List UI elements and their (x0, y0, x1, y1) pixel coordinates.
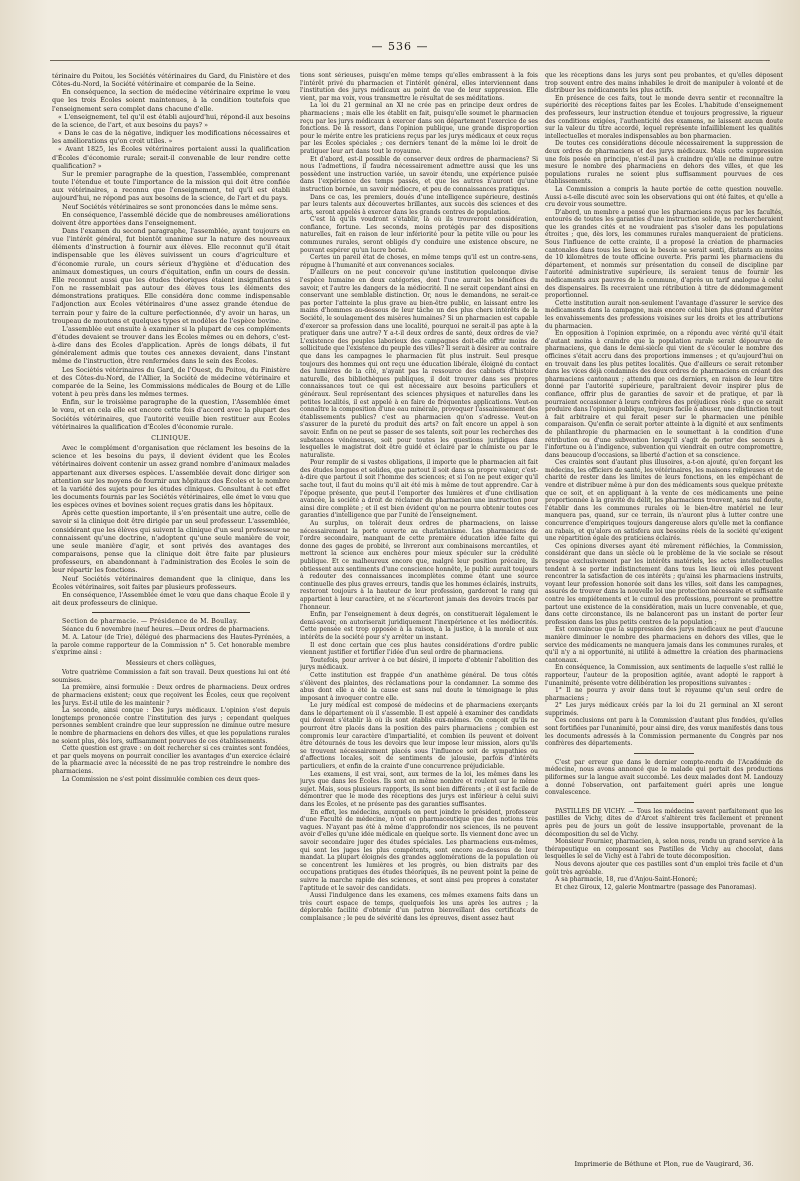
paragraph: Toutefois, pour arriver à ce but désiré, il importe d'obtenir l'abolition des jurys médicaux. (300, 656, 538, 672)
imprint-line: Imprimerie de Béthune et Plon, rue de Vaugirard, 36. (574, 1160, 754, 1168)
column-1 (52, 72, 290, 1102)
paragraph: Ces craintes sont d'autant plus illusoires, a-t-on ajouté, qu'en forçant les médecins, les officiers de santé, les vétérinaires, les maisons religieuses et de charité de rester dans les limites de leurs fonctions, en les empêchant de vendre et distribuer même à pur don des médicaments sous quelque prétexte que ce soit, et en appliquant à la vente de ces médicaments une peine proportionnée à la gravité du délit, les pharmaciens trouvent, sans nul doute, l'établir dans les communes rurales où le bien-être matériel ne leur manquera pas, quand, sur ce terrain, ils n'auront plus à lutter contre une concurrence d'empiriques toujours dangereuse alors qu'elle met la confiance au rabais, et qu'alors on satisfera aux besoins réels de la société qu'exigent une répartition égale des praticiens éclairés. (545, 459, 783, 543)
paragraph: Dans ce cas, les premiers, doués d'une intelligence supérieure, destinés par leurs talents aux découvertes brillantes, aux succès des sciences et des arts, seront appelés à exercer dans les grands centres de population. (300, 193, 538, 216)
paragraph: Cette institution aurait non-seulement l'avantage d'assurer le service des médicaments dans la campagne, mais encore celui bien plus grand d'arrêter les envahissements des professions voisines sur les droits et les attributions du pharmacien. (545, 299, 783, 330)
advertisement-pastilles: PASTILLES DE VICHY. — Tous les médecins savent parfaitement que les pastilles de Vichy, dites de d'Arcet s'altèrent très facilement et prennent après peu de jours un goût de lessive insupportable, provenant de la décomposition du sel de Vichy. (545, 807, 783, 838)
paragraph: tions sont sérieuses, puisqu'en même temps qu'elles embrassent à la fois l'intérêt privé du pharmacien et l'intérêt général, elles interviennent dans l'institution des jurys médicaux au point de vue de leur suppression. Elle vient, par ma voix, vous transmettre le résultat de ses méditations. (300, 72, 538, 102)
paragraph: L'assemblée eut ensuite à examiner si la plupart de ces compléments d'études devaient se trouver dans les Écoles mêmes ou en dehors, c'est-à-dire dans des Écoles d'application. Après de longs débats, il fut généralement admis que toutes ces annexes devaient, dans l'instant même de l'instruction, être renfermées dans le sein des Écoles. (52, 324, 290, 366)
section-heading-pharmacie: Section de pharmacie. — Présidence de M. Boullay. (62, 618, 239, 626)
paragraph: que les réceptions dans les jurys sont peu probantes, et qu'elles déposent trop souvent entre des mains inhabiles le droit de manipuler à volonté et de distribuer les médicaments les plus actifs. (545, 72, 783, 95)
paragraph: Est convaincue que la suppression des jurys médicaux ne peut d'aucune manière diminuer le nombre des pharmaciens en dehors des villes, que le service des médicaments ne manquera jamais dans les communes rurales, et qu'il n'y a ni opportunité, ni utilité à admettre la création des pharmaciens cantonaux. (545, 626, 783, 664)
paragraph: En conséquence, l'assemblé décide que de nombreuses améliorations doivent être apportées dans l'enseignement. (52, 210, 290, 227)
paragraph: La Commission ne s'est point dissimulée combien ces deux ques- (62, 775, 260, 783)
paragraph: 2° Les jurys médicaux créés par la loi du 21 germinal an XI seront supprimés. (545, 702, 783, 717)
paragraph: Monsieur Fournier, pharmacien, à, selon nous, rendu un grand service à la thérapeutique en composant ses Pastilles de Vichy au chocolat, dans lesquelles le sel de Vichy est à l'abri de toute décomposition. (545, 838, 783, 861)
section-title-clinique: CLINIQUE. (151, 433, 191, 442)
paragraph: Cette institution est frappée d'un anathème général. De tous côtés s'élèvent des plaintes, des réclamations pour la condamner. La somme des abus dont elle a été la cause est sans nul doute le témoignage le plus imposant à invoquer contre elle. (300, 671, 538, 702)
paragraph: Neuf Sociétés vétérinaires demandent que la clinique, dans les Écoles vétérinaires, soit faites par plusieurs professeurs. (52, 574, 290, 591)
paragraph: Cette question est grave : on doit rechercher si ces craintes sont fondées, et par quels moyens on pourrait concilier les avantages d'un exercice éclairé de la pharmacie avec la nécessité de ne pas trop restreindre le nombre des pharmaciens. (52, 745, 290, 775)
paragraph: C'est là qu'ils voudront s'établir, là où ils trouveront considération, confiance, fortune. Les seconds, moins protégés par des dispositions naturelles, fait en raison de leur infériorité pour la petite ville ou pour les communes rurales, seront obligés d'y conduire une existence obscure, ne pouvant espérer qu'un lucre borné. (300, 216, 538, 254)
paragraph: Avec le complément d'organisation que réclament les besoins de la science et les besoins du pays, il devient évident que les Écoles vétérinaires doivent contenir un assez grand nombre d'animaux malades appartenant aux diverses espèces. L'assemblée devait donc diriger son attention sur les moyens de fournir aux hôpitaux des Écoles et le nombre et la variété des sujets pour les études cliniques. Consultant à cet effet les documents fournis par les Sociétés vétérinaires, elle émet le vœu que les espèces ovines et bovines soient reçues gratis dans les hôpitaux. (52, 444, 290, 510)
paragraph: En effet, les médecins, auxquels on peut joindre le président, professeur d'une Faculté de médecine, n'ont en pharmaceutique que des notions très vagues. N'ayant pas été à même d'approfondir nos sciences, ils ne peuvent avoir d'elles qu'une idée médicale en quelque sorte. Ils viennent donc avec un savoir secondaire juger des études spéciales. Les pharmaciens eux-mêmes, qui sont les juges les plus compétents, sont encore au-dessous de leur mandat. La plupart éloignés des grandes agglomérations de la population où se concentrent les lumières et les progrès, ou bien distraits par des occupations pratiques des études théoriques, ils ne peuvent point la peine de suivre la marche rapide des sciences, et sont ainsi peu propres à constater l'aptitude et le savoir des candidats. (300, 808, 538, 892)
salutation: Messieurs et chers collègues, (125, 659, 217, 667)
paragraph: Neuf Sociétés vétérinaires se sont prononcées dans le même sens. (62, 202, 278, 211)
paragraph: Nous devons ajouter que ces pastilles sont d'un emploi très facile et d'un goût très agréable. (545, 860, 783, 876)
paragraph: térinaire du Poitou, les Sociétés vétérinaires du Gard, du Finistère et des Côtes-du-Nord, la Société vétérinaire et comparée de la Seine. (52, 72, 290, 89)
paragraph: M. A. Latour (de Trie), délégué des pharmaciens des Hautes-Pyrénées, a la parole comme rapporteur de la Commission n° 5. Cet honorable membre s'exprime ainsi : (52, 633, 290, 657)
paragraph: En conséquence, l'Assemblée émet le vœu que dans chaque École il y ait deux professeurs de clinique. (52, 590, 290, 607)
paragraph: Ces opinions diverses ayant été mûrement réfléchies, la Commission, considérant que dans un siècle où le problème de la vie sociale se résout presque exclusivement par les intérêts matériels, les actes intellectuelles tendent à se porter indistinctement dans tous les lieux où elles peuvent rencontrer la satisfaction de ces intérêts ; qu'ainsi les pharmaciens instruits, voyant leur profession honorée soit dans les villes, soit dans les campagnes, assurés de trouver dans la nouvelle loi une protection nécessaire et suffisante contre les empiétements et le cumul des professions, pourront se promettre partout une existence de la considération, mais un lucre convenable, et que, dans cette circonstance, ils ne balanceront pas un instant de porter leur profession dans les plus petits centres de la population ; (545, 542, 783, 626)
paragraph: Il est donc certain que ces plus hautes considérations d'ordre public viennent justifier et fortifier l'idée d'un seul ordre de pharmaciens. (300, 641, 538, 657)
paragraph: En opposition à l'opinion exprimée, on a répondu avec vérité qu'il était d'autant moins à craindre que la population rurale serait dépourvue de pharmaciens, que dans le demi-siècle qui vient de s'écouler le nombre des officines s'était accru dans des proportions immenses ; et qu'aujourd'hui on en trouvait dans les plus petites localités. Que d'ailleurs ce serait retomber dans les vices déjà condamnés des deux ordres de pharmaciens en créant des pharmaciens cantonaux ; attendu que ces derniers, en raison de leur titre donné par l'autorité supérieure, paraîtraient devoir inspirer plus de confiance, offrir plus de garanties de savoir et de pratique, et par là pourraient occasionner à leurs confrères des préjudices réels ; que ce serait produire dans l'opinion publique, toujours facile à abuser, une distinction tout à fait arbitraire et qui ferait peser sur le pharmacien une pénible comparaison. Qu'enfin ce serait porter atteinte à la dignité et aux sentiments de philanthropie du pharmacien en le soumettant à la condition d'une rétribution ou d'une subvention lorsqu'il s'agit de porter des secours à l'infortune ou à l'indigence, subvention qui viendrait en outre compromettre, dans beaucoup d'occasions, sa liberté d'action et sa conscience. (545, 330, 783, 459)
paragraph: Les Sociétés vétérinaires du Gard, de l'Ouest, du Poitou, du Finistère et des Côtes-du-Nord, de l'Allier, la Société de médecine vétérinaire et comparée de la Seine, les Commissions médicales de Bourg et de Lille votent à peu près dans les mêmes termes. (52, 365, 290, 399)
paragraph: La Commission a compris la haute portée de cette question nouvelle. Aussi a-t-elle discuté avec soin les observations qui ont été faites, et qu'elle a cru devoir vous soumettre. (545, 185, 783, 209)
paragraph: Et d'abord, est-il possible de conserver deux ordres de pharmaciens? Si nous l'admettions, il faudra nécessairement admettre aussi que les uns possèdent une instruction variée, un savoir étendu, une expérience puisée dans l'expérience des temps passés, et que les autres n'auront qu'une instruction bornée, un savoir médiocre, et peu de connaissances pratiques. (300, 155, 538, 193)
paragraph: En présence de ces faits, tout le monde devra sentir et reconnaître la supériorité des réceptions faites par les Écoles. L'habitude d'enseignement des professeurs, leur instruction étendue et toujours progressive, la rigueur des conditions exigées, l'authenticité des examens, ne laissent aucun doute sur la valeur du titre accordé, lequel représente infailliblement les qualités intellectuelles et morales indispensables au bon pharmacien. (545, 94, 783, 140)
quote: « Avant 1825, les Écoles vétérinaires portaient aussi la qualification d'Écoles d'économie rurale; serait-il convenable de leur rendre cette qualification? » (52, 145, 290, 170)
paragraph: De toutes ces considérations découle nécessairement la suppression de deux ordres de pharmaciens et des jurys médicaux. Mais cette suppression une fois posée en principe, n'est-il pas à craindre qu'elle ne diminue outre mesure le nombre des pharmaciens en dehors des villes, et que les populations rurales ne soient plus suffisamment pourvues de ces établissements. (545, 140, 783, 186)
divider (634, 802, 694, 803)
paragraph: En conséquence, la Commission, aux sentiments de laquelle s'est rallié le rapporteur, l'auteur de la proposition agitée, avant adopté le rapport à l'unanimité, présente votre délibération les propositions suivantes : (545, 664, 783, 687)
paragraph: Sur le premier paragraphe de la question, l'assemblée, comprenant toute l'étendue et toute l'importance de la mission qui doit être confiée aux vétérinaires, a reconnu que l'enseignement, tel qu'il est établi aujourd'hui, ne répond pas aux besoins de la science, de l'art et du pays. (52, 169, 290, 203)
paragraph: D'ailleurs on ne peut concevoir qu'une institution quelconque divise l'espèce humaine en deux catégories, dont l'une aurait les bénéfices du savoir, et l'autre les dangers de la médiocrité. Il ne serait cependant ainsi en conservant une semblable distinction. Or, nous le demandons, ne serait-ce pas porter l'atteinte la plus grave au bien-être public, en laissant entre les mains d'hommes au-dessous de leur tâche un des plus chers intérêts de la Société, le soulagement des misères humaines? Si un pharmacien est capable d'exercer sa profession dans une localité, pourquoi ne serait-il pas apte à la pratiquer dans une autre? Y a-t-il deux ordres de santé, deux ordres de vie? L'existence des peuples laborieux des campagnes doit-elle offrir moins de sollicitude que l'existence du peuple des villes? Il serait à désirer au contraire que dans les campagnes le pharmacien fût plus instruit. Seul presque toujours des hommes qui ont reçu une éducation libérale, éloigné du contact des lumières de la cité, n'ayant pas la ressource des cabinets d'histoire naturelle, des bibliothèques publiques, il doit trouver dans ses propres connaissances tout ce qui est nécessaire aux besoins particuliers et généraux. Seul représentant des sciences physiques et naturelles dans les petites localités, il est appelé à en faire de fréquentes applications. Veut-on connaître la composition d'une eau minérale, provoquer l'assainissement des établissements publics? c'est au pharmacien qu'on s'adresse. Veut-on s'assurer de la pureté du produit des arts? on fait encore un appel à son savoir. Enfin on ne peut se passer de ses talents, soit pour les recherches des substances vénéneuses, soit pour toutes les questions juridiques dans lesquelles le magistrat doit être guidé et éclairé par le chimiste ou par le naturaliste. (300, 269, 538, 459)
paragraph: La loi du 21 germinal an XI ne crée pas en principe deux ordres de pharmaciens ; mais elle les établit en fait, puisqu'elle soumet le pharmacien reçu par les jurys médicaux à exercer dans son département l'exercice de ses fonctions. De là ressort, dans l'opinion publique, une grande disproportion pour le mérite entre les praticiens reçus par les jurys médicaux et ceux reçus par les Écoles spéciales ; ces derniers tenant de la même loi le droit de pratiquer leur art dans tout le royaume. (300, 102, 538, 155)
page-number: — 536 — (371, 40, 429, 53)
paragraph: En conséquence, la section de médecine vétérinaire exprime le vœu que les trois Écoles soient maintenues, à la condition toutefois que l'enseignement sera complet dans chacune d'elle. (52, 88, 290, 113)
paragraph: Votre quatrième Commission a fait son travail. Deux questions lui ont été soumises. (52, 669, 290, 684)
paragraph: Au surplus, on tolérait deux ordres de pharmaciens, on laisse nécessairement la porte ouverte au charlatanisme. Les pharmaciens de l'ordre secondaire, manquant de cette première éducation idée faite qui donne des gages de probité, se livreront aux combinaisons mercantiles, et mettront la science aux enchères pour mieux spéculer sur la crédulité publique. Et ce malheureux encore que, malgré leur position précaire, ils obtiessent aux sentiments d'une conscience honnête, le public aurait toujours à redouter des connaissances incomplètes comme étant une source continuelle des plus graves erreurs, tandis que les hommes éclairés, instruits, resteront toujours à la hauteur de leur profession, garderont le rang qui appartient à leur caractère, et ne s'écarteront jamais des devoirs tracés par l'honneur. (300, 520, 538, 611)
paragraph: Ces conclusions ont paru à la Commission d'autant plus fondées, qu'elles sont fortifiées par l'unanimité, pour ainsi dire, des vœux manifestés dans tous les documents adressés à la Commission permanente du Congrès par nos confrères des départements. (545, 717, 783, 748)
paragraph: Certes un pareil état de choses, en même temps qu'il est un contre-sens, répugne à l'humanité et aux convenances sociales. (300, 254, 538, 269)
paragraph: Après cette question importante, il s'en présentait une autre, celle de savoir si la clinique doit être dirigée par un seul professeur. L'assemblée, considérant que les élèves qui suivent la clinique d'un seul professeur ne connaissent qu'une doctrine, n'adoptent qu'une seule manière de voir, une seule manière d'agir, et sont privés des avantages des comparaisons, pense que la clinique doit être faite par plusieurs professeurs, en abandonnant à l'administration des Écoles le soin de leur répartir les fonctions. (52, 509, 290, 575)
paragraph: La seconde, ainsi conçue : Des jurys médicaux. L'opinion s'est depuis longtemps prononcée contre l'institution des jurys ; cependant quelques personnes semblent craindre que leur suppression ne diminue outre mesure le nombre de pharmaciens en dehors des villes, et que les populations rurales ne soient plus, dès lors, suffisamment pourvues de ces établissements. (52, 707, 290, 745)
paragraph: Aussi l'indulgence dans les examens, ces mêmes examens faits dans un très court espace de temps, quelquefois les uns après les autres ; la déplorable facilité d'obtenir d'un patron bienveillant des certificats de complaisance ; le peu de sévérité dans les épreuves, disent assez haut (300, 892, 538, 922)
paragraph: Les examens, il est vrai, sont, aux termes de la loi, les mêmes dans les jurys que dans les Écoles. Ils sont en même nombre et roulent sur le même sujet. Mais, sous plusieurs rapports, ils sont bien différents ; et il est facile de démontrer que le mode des réceptions des jurys est inférieur à celui suivi dans les Écoles, et ne présente pas des garanties suffisantes. (300, 770, 538, 808)
quote: « Dans le cas de la négative, indiquer les modifications nécessaires et les améliorations qu'on croit utiles. » (52, 129, 290, 146)
paragraph: D'abord, un membre a pensé que les pharmaciens reçus par les facultés, entourés de toutes les garanties d'une instruction solide, ne rechercheraient que les grandes cités et ne voudraient pas s'isoler dans les populations étroites ; que, dès lors, les communes rurales manqueraient de praticiens. Sous l'influence de cette crainte, il a proposé la création de pharmacies cantonales dans tous les lieux où le besoin se serait senti, distants au moins de 10 kilomètres de toute officine ouverte. Pris parmi les pharmaciens du département, et nommés sur présentation du conseil de discipline par l'autorité administrative supérieure, ils seraient tenus de fournir les médicaments aux pauvres de la commune, d'après un tarif analogue à celui des dispensaires. Ils recevraient une rétribution à titre de dédommagement proportionnel. (545, 208, 783, 300)
address-line: Et chez Giroux, 12, galerie Montmartre (passage des Panoramas). (555, 883, 757, 891)
erratum-notice: C'est par erreur que dans le dernier compte-rendu de l'Académie de médecine, nous avons annoncé que le malade qui portait des productions piliformes sur la langue avait succombé. Les deux malades dont M. Landouzy a donné l'observation, ont parfaitement guéri après une longue convalescence. (545, 758, 783, 797)
paragraph: Enfin, sur le troisième paragraphe de la question, l'Assemblée émet le vœu, et en cela elle est encore cette fois d'accord avec la plupart des Sociétés vétérinaires, que l'autorité veuille bien restituer aux Écoles vétérinaires la qualification d'Écoles d'économie rurale. (52, 398, 290, 431)
paragraph: 1° Il ne pourra y avoir dans tout le royaume qu'un seul ordre de pharmaciens ; (545, 687, 783, 702)
column-2 (300, 72, 538, 1162)
paragraph: Le jury médical est composé de médecins et de pharmaciens exerçants dans le département où il s'assemble. Il est appelé à examiner des candidats qui doivent s'établir là où ils sont établis eux-mêmes. On conçoit qu'ils ne pourront être placés dans la position des pairs pharmaciens ; combien est compromis leur caractère d'impartialité, et combien ils peuvent et doivent être détournés de tous les devoirs que leur impose leur mission, alors qu'ils se trouvent nécessairement placés sous l'influence soit de sympathies ou d'affections locales, soit de sentiments de jalousie, parfois d'intérêts particuliers, et enfin de la crainte d'une concurrence préjudiciable. (300, 702, 538, 771)
divider (634, 753, 694, 754)
paragraph: La première, ainsi formulée : Deux ordres de pharmaciens. Deux ordres de pharmaciens existent; ceux que reçoivent les Écoles, ceux que reçoivent les Jurys. Est-il utile de les maintenir ? (52, 684, 290, 707)
paragraph: Pour remplir de si vastes obligations, il importe que le pharmacien ait fait des études longues et solides, que partout il soit dans sa propre valeur, c'est-à-dire que partout il soit l'homme des sciences; et si l'on ne peut exiger qu'il sache tout, il faut du moins qu'il ait été mis à même de tout apprendre. Car à l'époque présente, que peut-il l'emporter des lumières et d'une civilisation avancée, la société a droit de réclamer du pharmacien une instruction pour ainsi dire complète ; et il est bien évident qu'on ne pourra obtenir toutes ces garanties d'intelligence que par l'unité de l'enseignement. (300, 459, 538, 520)
paragraph: Dans l'examen du second paragraphe, l'assemblée, ayant toujours en vue l'intérêt général, fut bientôt unanime sur la nature des nouveaux éléments d'instruction à fournir aux élèves. Elle reconnut qu'il était indispensable que les élèves suivissent un cours d'agriculture et d'économie rurale, un cours sérieux d'hygiène et d'éducation des animaux domestiques, un cours d'équitation, enfin un cours de dessin. Elle reconnut aussi que les études théoriques étaient insignifiantes si l'on ne rassemblait pas autour des élèves tous les éléments des démonstrations pratiques. Elle considéra donc comme indispensable l'adjonction aux Écoles vétérinaires d'une assez grande étendue de terrain pour y faire de la culture perfectionnée, d'y avoir un haras, un troupeau de moutons et quelques types et modèles de l'espèce bovine. (52, 226, 290, 325)
seance-line: Séance du 6 novembre (neuf heures.—Deux ordres de pharmaciens. (62, 626, 270, 634)
divider (92, 612, 250, 613)
header-rule (50, 60, 770, 61)
address-line: A sa pharmacie, 18, rue d'Anjou-Saint-Honoré; (555, 876, 698, 884)
column-3 (545, 72, 783, 1162)
paragraph: Enfin, par l'enseignement à deux degrés, on constituerait légalement le demi-savoir, on autoriserait juridiquement l'inexpérience et les médiocrités. Cette pensée est trop opposée à la raison, à la justice, à la morale et aux intérêts de la société pour s'y arrêter un instant. (300, 611, 538, 641)
quote: « L'enseignement, tel qu'il est établi aujourd'hui, répond-il aux besoins de la science, de l'art, et aux besoins du pays? » (52, 112, 290, 129)
